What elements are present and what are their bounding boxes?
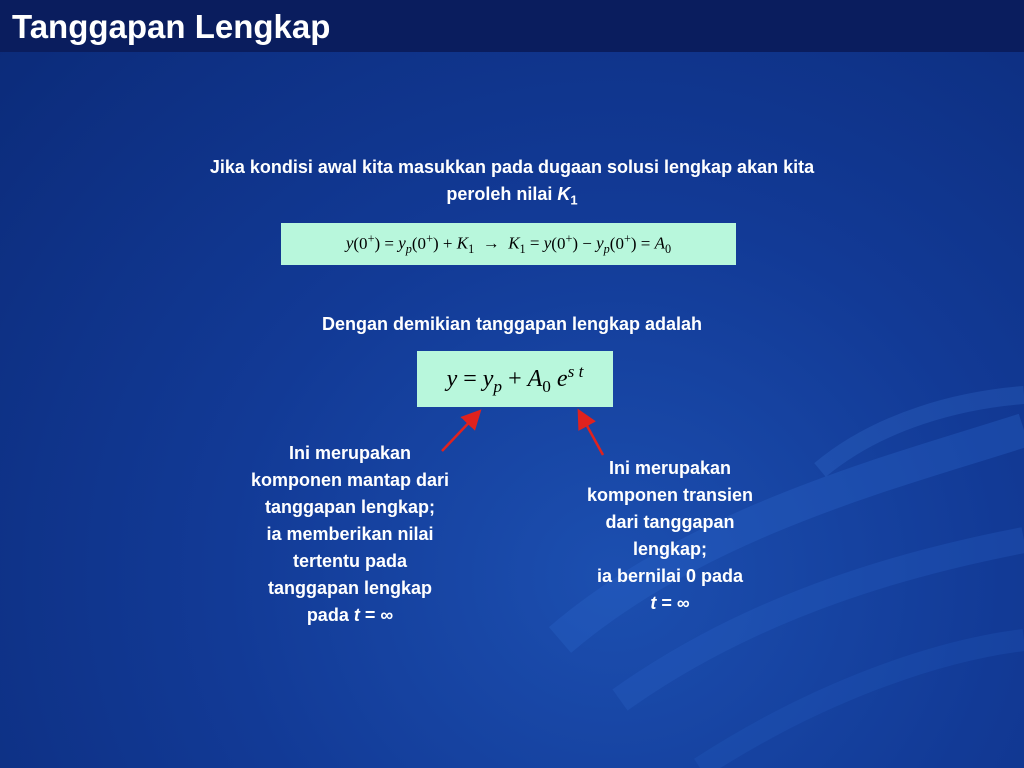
intro-line-1: Jika kondisi awal kita masukkan pada dugaan solusi lengkap akan kita xyxy=(209,157,815,177)
slide-title: Tanggapan Lengkap xyxy=(12,8,331,45)
equation-initial-condition xyxy=(281,223,736,265)
callout-steady-state: Ini merupakan komponen mantap dari tanggapan lengkap; ia memberikan nilai tertentu pada tanggapan lengkap pada t = ∞ xyxy=(250,443,450,625)
equation-1-visual: $y(0^+) = y_p(0^+) + K_1 \to K_1 = y(0^+) - y_p(0^+) = A_0$ xyxy=(345,230,672,257)
intro-paragraph xyxy=(100,154,924,214)
equation-complete-response xyxy=(417,351,613,407)
k-symbol: K xyxy=(557,184,571,204)
equation-2-visual: $y = y_p + A_0$ $e^{s t}$ xyxy=(446,361,584,396)
title-bar xyxy=(0,0,1024,52)
conclusion-text: Dengan demikian tanggapan lengkap adalah xyxy=(321,314,703,334)
intro-line-2: peroleh nilai $K_1$ xyxy=(446,184,578,208)
callout-transient: Ini merupakan komponen transien dari tanggapan lengkap; ia bernilai 0 pada t = ∞ xyxy=(586,458,754,613)
k-subscript: 1 xyxy=(570,192,578,208)
